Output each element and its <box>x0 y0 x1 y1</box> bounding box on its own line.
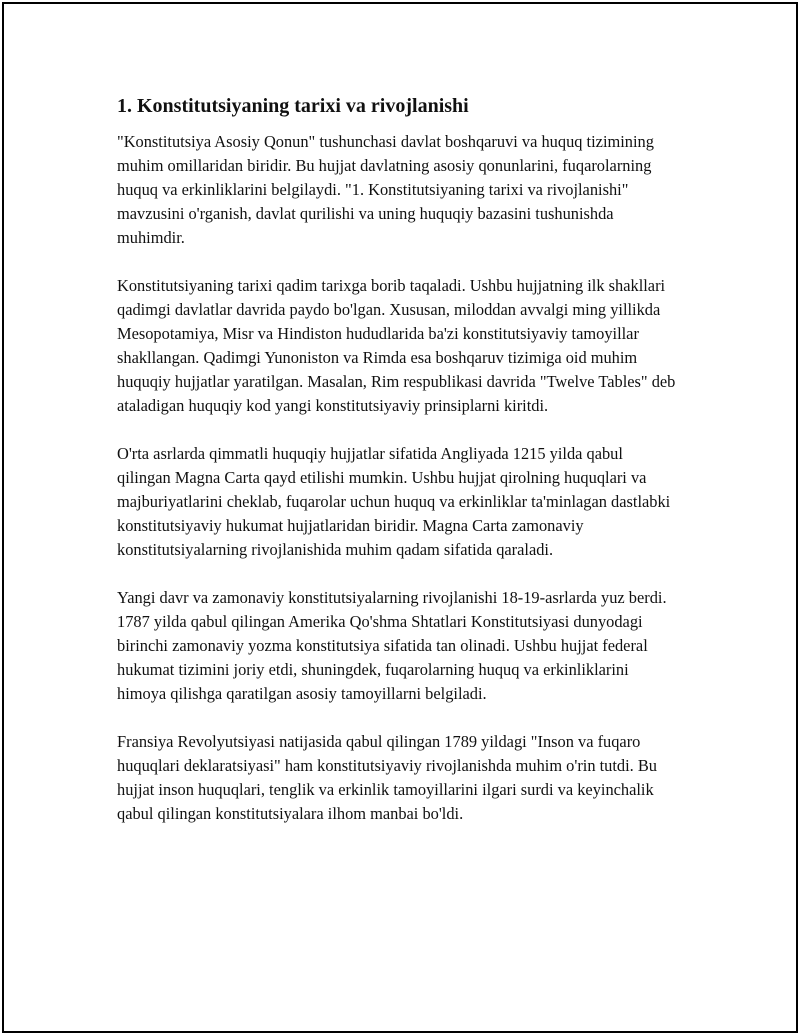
paragraph-french-revolution: Fransiya Revolyutsiyasi natijasida qabul qilingan 1789 yildagi "Inson va fuqaro huquqlari deklaratsiyasi" ham konstitutsiyaviy rivojlanishda muhim o'rin tutdi. Bu hujjat inson huquqlari, tenglik va erkinlik tamoyillarini ilgari surdi va keyinchalik qabul qilingan konstitutsiyalara ilhom manbai bo'ldi. <box>117 732 658 823</box>
paragraph-modern-era: Yangi davr va zamonaviy konstitutsiyalarning rivojlanishi 18-19-asrlarda yuz berdi. 1787 yilda qabul qilingan Amerika Qo'shma Shtatlari Konstitutsiyasi dunyodagi birinchi zamonaviy yozma konstitutsiya sifatida tan olinadi. Ushbu hujjat federal hukumat tizimini joriy etdi, shuningdek, fuqarolarning huquq va erkinliklarini himoya qilishga qaratilgan asosiy tamoyillarni belgiladi. <box>117 588 667 703</box>
paragraph-ancient-history: Konstitutsiyaning tarixi qadim tarixga borib taqaladi. Ushbu hujjatning ilk shakllari qadimgi davlatlar davrida paydo bo'lgan. Xususan, miloddan avvalgi ming yillikda Mesopotamiya, Misr va Hindiston hududlarida ba'zi konstitutsiyaviy tamoyillar shakllangan. Qadimgi Yunoniston va Rimda esa boshqaruv tizimiga oid muhim huquqiy hujjatlar yaratilgan. Masalan, Rim respublikasi davrida "Twelve Tables" deb ataladigan huquqiy kod yangi konstitutsiyaviy prinsiplarni kiritdi. <box>117 276 676 415</box>
paragraph-middle-ages: O'rta asrlarda qimmatli huquqiy hujjatlar sifatida Angliyada 1215 yilda qabul qilingan Magna Carta qayd etilishi mumkin. Ushbu hujjat qirolning huquqlari va majburiyatlarini cheklab, fuqarolar uchun huquq va erkinliklar ta'minlagan dastlabki konstitutsiyaviy hukumat hujjatlaridan biridir. Magna Carta zamonaviy konstitutsiyalarning rivojlanishida muhim qadam sifatida qaraladi. <box>117 444 671 559</box>
document-body <box>117 92 677 850</box>
paragraph-intro: "Konstitutsiya Asosiy Qonun" tushunchasi davlat boshqaruvi va huquq tizimining muhim omillaridan biridir. Bu hujjat davlatning asosiy qonunlarini, fuqarolarning huquq va erkinliklarini belgilaydi. "1. Konstitutsiyaning tarixi va rivojlanishi" mavzusini o'rganish, davlat qurilishi va uning huquqiy bazasini tushunishda muhimdir. <box>117 132 654 247</box>
page-title: 1. Konstitutsiyaning tarixi va rivojlanishi <box>117 95 469 117</box>
